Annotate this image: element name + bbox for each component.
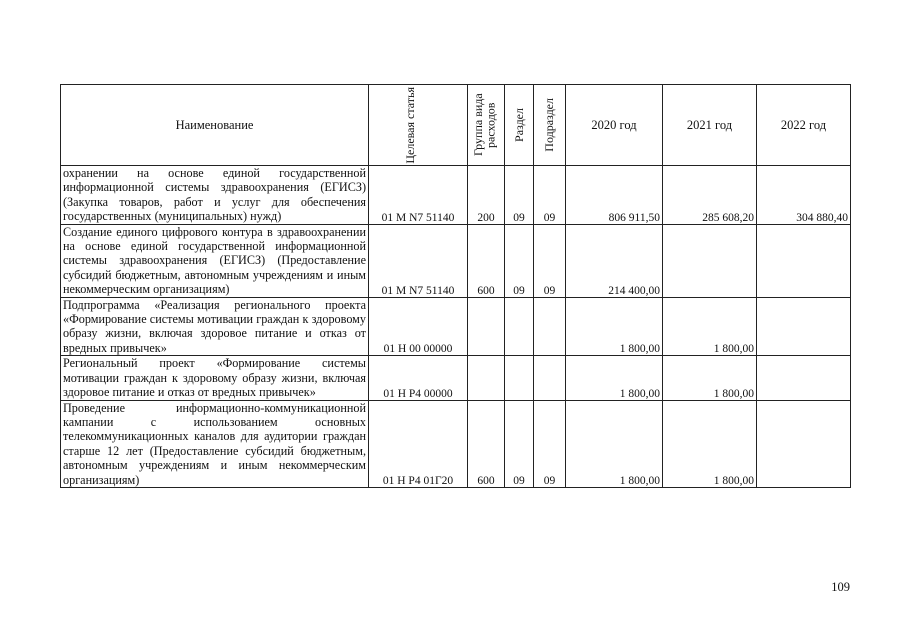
row-section bbox=[505, 356, 534, 400]
row-2020: 1 800,00 bbox=[566, 400, 663, 487]
row-expense-group bbox=[468, 297, 505, 356]
row-subsection: 09 bbox=[534, 166, 566, 225]
table-row bbox=[61, 400, 851, 487]
row-2020: 1 800,00 bbox=[566, 356, 663, 400]
page-number: 109 bbox=[831, 580, 850, 594]
row-subsection bbox=[534, 356, 566, 400]
table-header-row bbox=[61, 85, 851, 166]
row-name: Региональный проект «Формирование системы мотивации граждан к здоровому образу жизни, включая здоровое питание и отказ от вредных привычек» bbox=[61, 356, 369, 400]
row-2020: 1 800,00 bbox=[566, 297, 663, 356]
header-2022: 2022 год bbox=[757, 85, 851, 166]
row-name: Подпрограмма «Реализация регионального проекта «Формирование системы мотивации граждан к здоровому образу жизни, включая здоровое питание и отказ от вредных привычек» bbox=[61, 297, 369, 356]
row-expense-group: 600 bbox=[468, 400, 505, 487]
row-target-article: 01 Н Р4 00000 bbox=[369, 356, 468, 400]
row-2021 bbox=[663, 224, 757, 297]
table-row bbox=[61, 166, 851, 225]
row-section: 09 bbox=[505, 224, 534, 297]
header-2021: 2021 год bbox=[663, 85, 757, 166]
row-section: 09 bbox=[505, 400, 534, 487]
row-2022 bbox=[757, 297, 851, 356]
budget-table bbox=[60, 84, 851, 488]
row-expense-group: 600 bbox=[468, 224, 505, 297]
row-2021: 1 800,00 bbox=[663, 400, 757, 487]
row-2022 bbox=[757, 224, 851, 297]
row-2021: 1 800,00 bbox=[663, 356, 757, 400]
row-2021: 1 800,00 bbox=[663, 297, 757, 356]
row-expense-group bbox=[468, 356, 505, 400]
header-section bbox=[505, 85, 534, 166]
header-target-article-label: Целевая статья bbox=[403, 86, 417, 164]
row-target-article: 01 Н 00 00000 bbox=[369, 297, 468, 356]
row-2021: 285 608,20 bbox=[663, 166, 757, 225]
row-section: 09 bbox=[505, 166, 534, 225]
row-2022 bbox=[757, 356, 851, 400]
header-target-article bbox=[369, 85, 468, 166]
row-name: охранении на основе единой государственной информационной системы здравоохранения (ЕГИСЗ) (Закупка товаров, работ и услуг для обеспечения государственных (муниципальных) нужд) bbox=[61, 166, 369, 225]
header-name: Наименование bbox=[61, 85, 369, 166]
row-2022: 304 880,40 bbox=[757, 166, 851, 225]
row-2020: 806 911,50 bbox=[566, 166, 663, 225]
row-subsection: 09 bbox=[534, 400, 566, 487]
header-expense-group-label: Группа вида расходов bbox=[471, 93, 498, 157]
row-target-article: 01 Н Р4 01Г20 bbox=[369, 400, 468, 487]
row-expense-group: 200 bbox=[468, 166, 505, 225]
header-subsection-label: Подраздел bbox=[542, 98, 557, 152]
table-row bbox=[61, 297, 851, 356]
header-section-label: Раздел bbox=[511, 108, 526, 142]
header-2020: 2020 год bbox=[566, 85, 663, 166]
row-section bbox=[505, 297, 534, 356]
header-subsection bbox=[534, 85, 566, 166]
row-name: Создание единого цифрового контура в здравоохранении на основе единой государственной информационной системы здравоохранения (ЕГИСЗ) (Предоставление субсидий бюджетным, автономным учреждениям и иным некоммерческим организациям) bbox=[61, 224, 369, 297]
row-2022 bbox=[757, 400, 851, 487]
row-target-article: 01 M N7 51140 bbox=[369, 224, 468, 297]
table-row bbox=[61, 224, 851, 297]
row-subsection: 09 bbox=[534, 224, 566, 297]
row-2020: 214 400,00 bbox=[566, 224, 663, 297]
header-expense-group bbox=[468, 85, 505, 166]
row-name: Проведение информационно-коммуникационной кампании с использованием основных телекоммуникационных каналов для аудитории граждан старше 12 лет (Предоставление субсидий бюджетным, автономным учреждениям и иным некоммерческим организациям) bbox=[61, 400, 369, 487]
row-target-article: 01 M N7 51140 bbox=[369, 166, 468, 225]
table-row bbox=[61, 356, 851, 400]
row-subsection bbox=[534, 297, 566, 356]
